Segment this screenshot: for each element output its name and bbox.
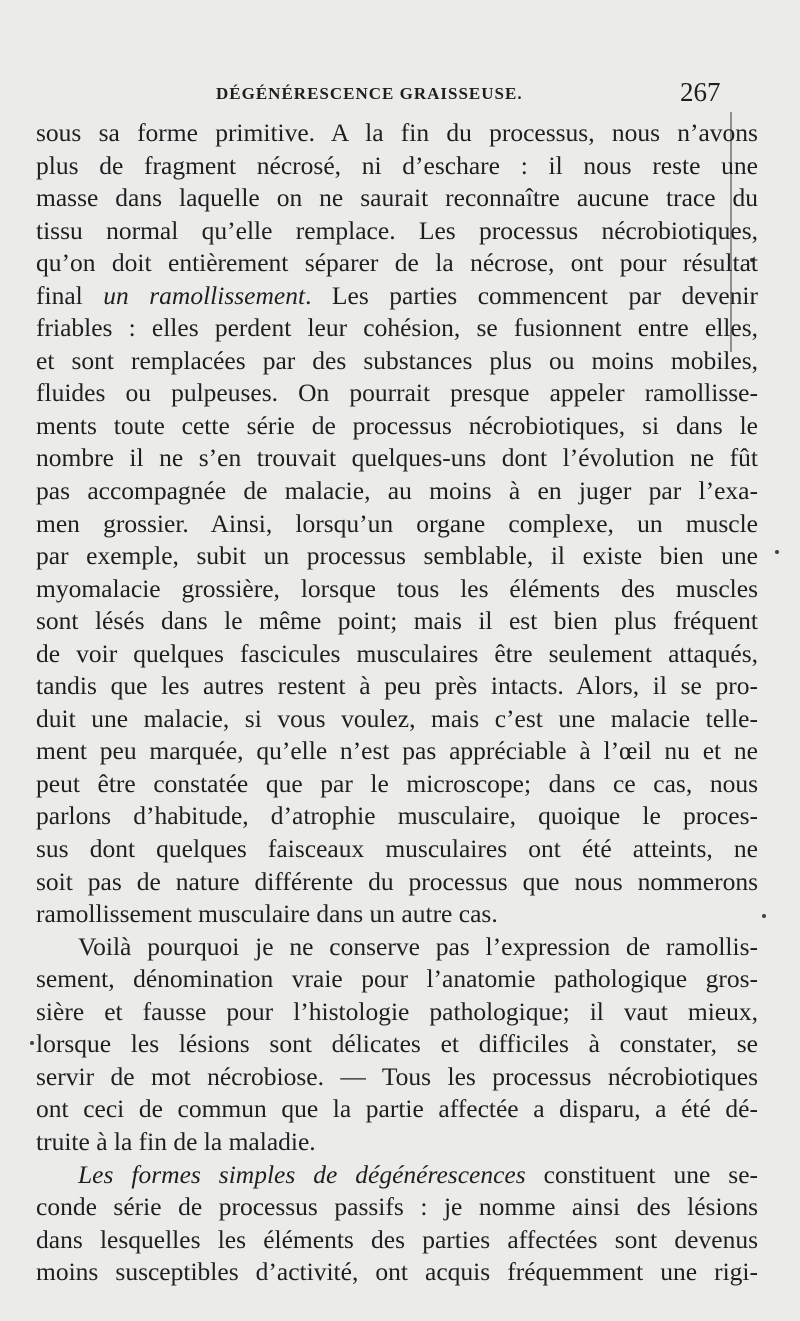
text-line: tissu normal qu’elle remplace. Les processus nécrobiotiques,	[36, 215, 758, 245]
text-line: sement, dénomination vraie pour l’anatomie pathologique gros-	[36, 964, 758, 994]
text-line: ont ceci de commun que la partie affectée a disparu, a été dé-	[36, 1094, 758, 1124]
text-line: sous sa forme primitive. A la fin du processus, nous n’avons	[36, 118, 758, 147]
text-line: Les formes simples de dégénérescences constituent une se-	[78, 1159, 759, 1189]
text-line: duit une malacie, si vous voulez, mais c’est une malacie telle-	[36, 703, 758, 733]
text-line: par exemple, subit un processus semblable, il existe bien une	[36, 541, 758, 571]
text-line: sus dont quelques faisceaux musculaires ont été atteints, ne	[36, 834, 758, 864]
text-line: myomalacie grossière, lorsque tous les éléments des muscles	[36, 573, 758, 603]
text-line: truite à la fin de la maladie.	[36, 1126, 316, 1156]
text-line: moins susceptibles d’activité, ont acquis fréquemment une rigi-	[36, 1257, 758, 1287]
margin-dot	[762, 914, 766, 918]
text-line: ment peu marquée, qu’elle n’est pas appréciable à l’œil nu et ne	[36, 736, 758, 766]
text-line: lorsque les lésions sont délicates et difficiles à constater, se	[36, 1029, 758, 1059]
text-line: ments toute cette série de processus nécrobiotiques, si dans le	[36, 410, 758, 440]
text-line: de voir quelques fascicules musculaires être seulement attaqués,	[36, 638, 758, 668]
body-text	[36, 117, 758, 1289]
text-line: conde série de processus passifs : je nomme ainsi des lésions	[36, 1192, 758, 1222]
text-line: nombre il ne s’en trouvait quelques-uns dont l’évolution ne fût	[36, 443, 758, 473]
margin-dot	[775, 550, 779, 554]
text-line: dans lesquelles les éléments des parties affectées sont devenus	[36, 1224, 758, 1254]
running-title: DÉGÉNÉRESCENCE GRAISSEUSE.	[216, 84, 523, 103]
text-line: sont lésés dans le même point; mais il est bien plus fréquent	[36, 606, 758, 636]
text-line: masse dans laquelle on ne saurait reconnaître aucune trace du	[36, 183, 758, 213]
text-line: friables : elles perdent leur cohésion, se fusionnent entre elles,	[36, 313, 758, 343]
text-line: final un ramollissement. Les parties commencent par devenir	[36, 280, 759, 310]
text-line: servir de mot nécrobiose. — Tous les processus nécrobiotiques	[36, 1061, 758, 1091]
text-line: sière et fausse pour l’histologie pathologique; il vaut mieux,	[36, 996, 758, 1026]
text-line: ramollissement musculaire dans un autre cas.	[36, 899, 498, 929]
text-line: tandis que les autres restent à peu près intacts. Alors, il se pro-	[36, 671, 758, 701]
text-line: et sont remplacées par des substances plus ou moins mobiles,	[36, 345, 758, 375]
text-line: soit pas de nature différente du processus que nous nommerons	[36, 866, 758, 896]
text-line: men grossier. Ainsi, lorsqu’un organe complexe, un muscle	[36, 508, 758, 538]
text-line: parlons d’habitude, d’atrophie musculaire, quoique le proces-	[36, 801, 758, 831]
text-line: fluides ou pulpeuses. On pourrait presque appeler ramollisse-	[36, 378, 758, 408]
page-number: 267	[680, 77, 721, 107]
text-line: Voilà pourquoi je ne conserve pas l’expression de ramollis-	[78, 931, 758, 961]
emphasis: Les formes simples de dégénérescences	[78, 1159, 526, 1189]
page-header	[0, 76, 800, 110]
text-line: peut être constatée que par le microscope; dans ce cas, nous	[36, 768, 758, 798]
emphasis: un ramollissement	[103, 280, 306, 310]
text-line: pas accompagnée de malacie, au moins à en juger par l’exa-	[36, 476, 758, 506]
text-line: plus de fragment nécrosé, ni d’eschare : il nous reste une	[36, 150, 758, 180]
margin-dot	[30, 1041, 34, 1045]
text-line: qu’on doit entièrement séparer de la nécrose, ont pour résultat	[36, 248, 758, 278]
